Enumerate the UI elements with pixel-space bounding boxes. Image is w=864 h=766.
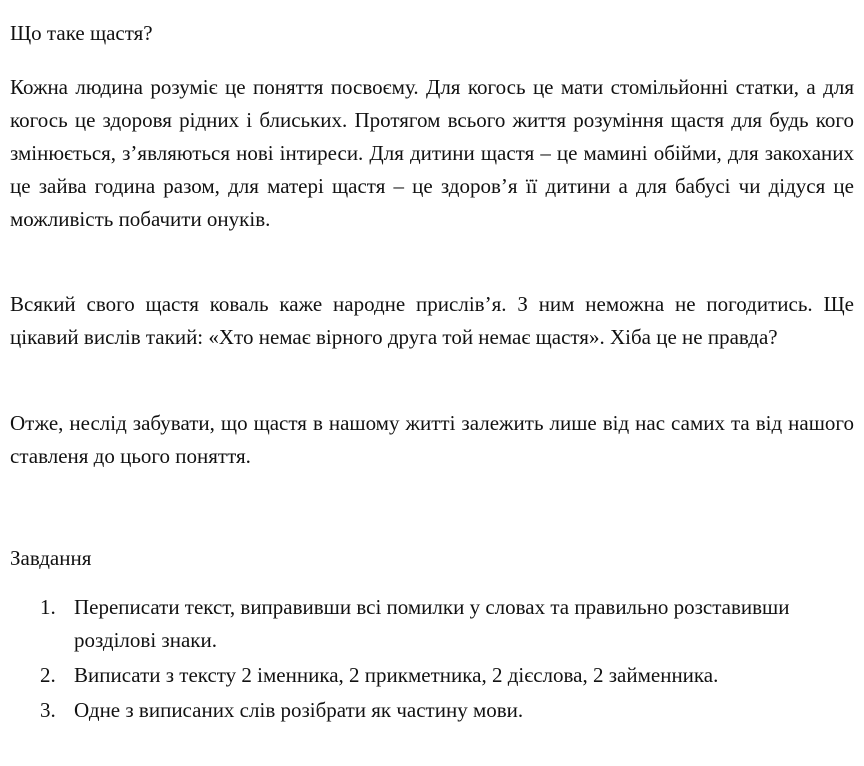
task-item-1 xyxy=(10,591,860,657)
document-title: Що таке щастя? xyxy=(10,21,153,45)
task-item-3 xyxy=(10,694,860,727)
task-text: Одне з виписаних слів розібрати як частину мови. xyxy=(74,698,524,722)
task-list xyxy=(10,591,860,729)
task-number: 2. xyxy=(40,663,56,687)
task-number: 3. xyxy=(40,698,56,722)
task-heading: Завдання xyxy=(10,546,92,570)
paragraph-3: Отже, неслід забувати, що щастя в нашому житті залежить лише від нас самих та від нашого ставленя до цього поняття. xyxy=(10,411,854,468)
task-text: Переписати текст, виправивши всі помилки у словах та правильно розставивши розділові знаки. xyxy=(74,595,790,652)
task-text: Виписати з тексту 2 іменника, 2 прикметника, 2 дієслова, 2 займенника. xyxy=(74,663,719,687)
task-item-2 xyxy=(10,659,860,692)
paragraph-1: Кожна людина розуміє це поняття посвоєму. Для когось це мати стомільйонні статки, а для когось це здоровя рідних і блиських. Протягом всього життя розуміння щастя для будь кого змінюється, з’являються нові інтиреси. Для дитини щастя – це мамині обійми, для закоханих це зайва година разом, для матері щастя – це здоров’я її дитини а для бабусі чи дідуся це можливість побачити онуків. xyxy=(10,75,854,231)
paragraph-2: Всякий свого щастя коваль каже народне прислів’я. З ним неможна не погодитись. Ще цікавий вислів такий: «Хто немає вірного друга той немає щастя». Хіба це не правда? xyxy=(10,292,854,349)
task-number: 1. xyxy=(40,595,56,619)
